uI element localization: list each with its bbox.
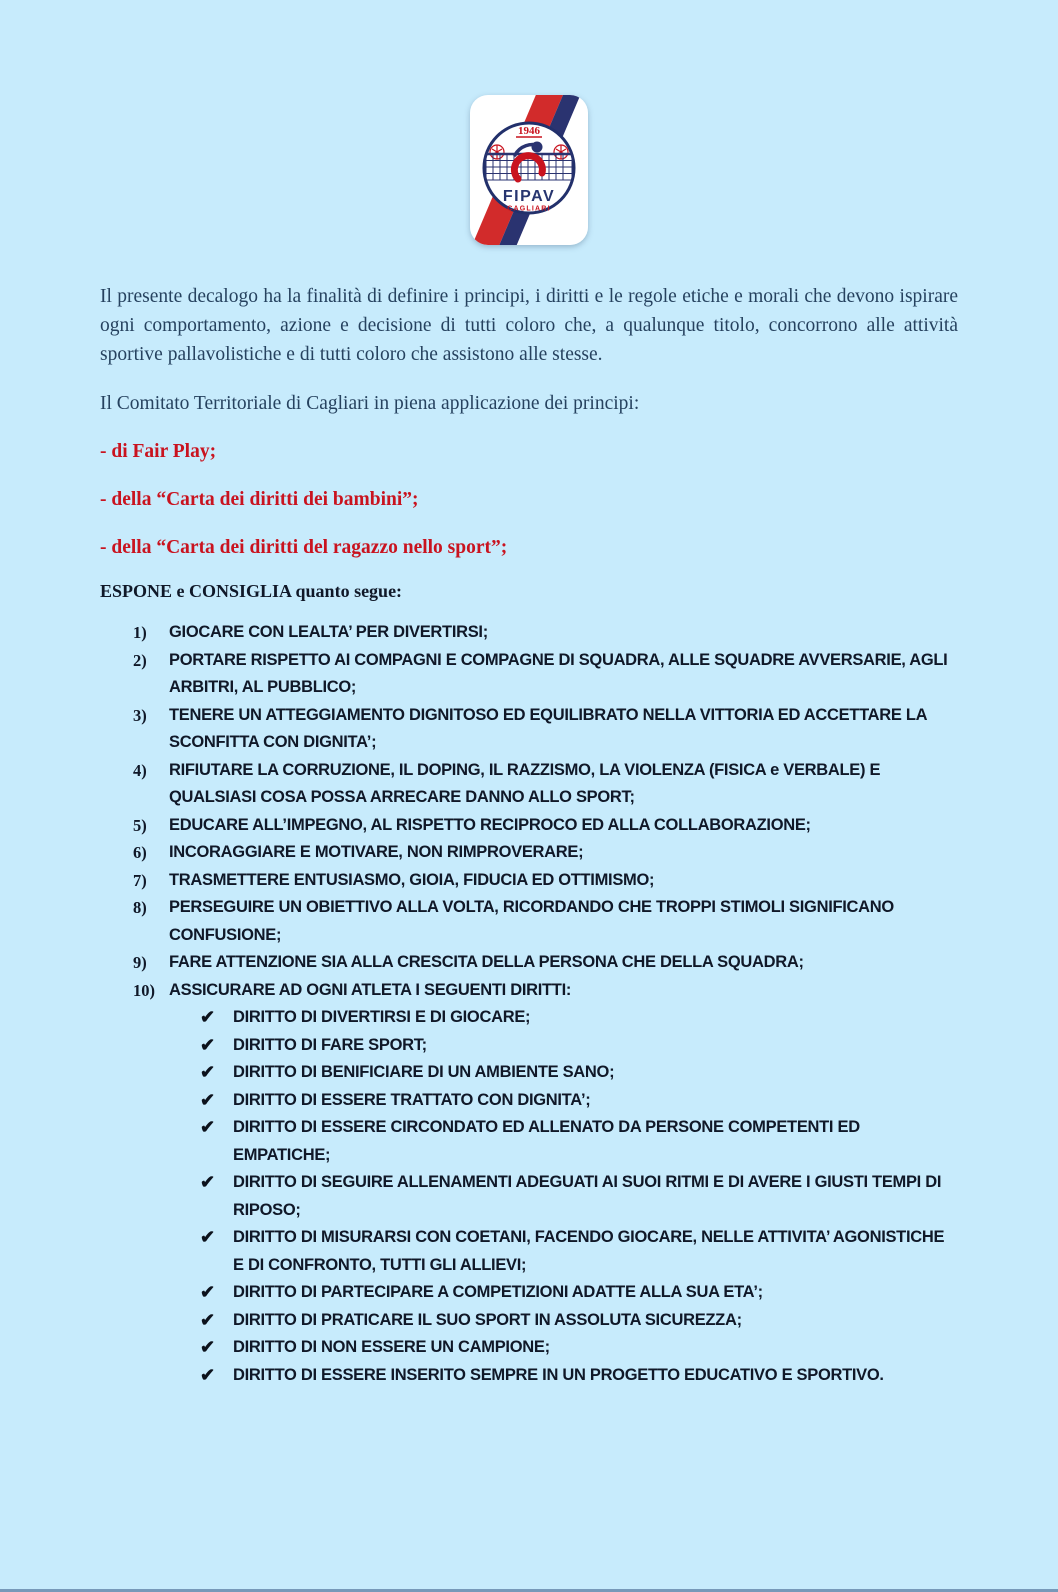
rule-item <box>133 702 961 757</box>
intro-paragraph: Il presente decalogo ha la finalità di definire i principi, i diritti e le regole etiche e morali che devono ispirare ogni comportamento, azione e decisione di tutti coloro che, a qualunque titolo, concorrono alle attività sportive pallavolistiche e di tutti coloro che assistono alle stesse. <box>100 286 958 365</box>
check-icon: ✔ <box>200 1309 216 1330</box>
right-text: DIRITTO DI MISURARSI CON COETANI, FACENDO GIOCARE, NELLE ATTIVITA’ AGONISTICHE E DI CONFRONTO, TUTTI GLI ALLIEVI; <box>233 1228 945 1274</box>
principle-line: - della “Carta dei diritti del ragazzo nello sport”; <box>100 537 508 558</box>
logo-city-text: CAGLIARI <box>507 205 551 213</box>
rule-item <box>133 647 961 702</box>
right-item <box>200 1279 945 1307</box>
rule-number: 7) <box>133 870 147 890</box>
rule-item <box>133 894 961 949</box>
right-item <box>200 1334 945 1362</box>
document-page <box>0 95 1058 1592</box>
check-icon: ✔ <box>200 1007 216 1027</box>
right-text: DIRITTO DI BENIFICIARE DI UN AMBIENTE SANO; <box>233 1063 615 1081</box>
right-item <box>200 1059 945 1087</box>
right-item <box>200 1032 945 1060</box>
rule-number: 5) <box>133 815 147 835</box>
rule-number: 9) <box>133 953 147 972</box>
rule-number: 2) <box>133 650 147 670</box>
rule-number: 1) <box>133 623 147 642</box>
check-icon: ✔ <box>200 1089 216 1110</box>
rule-item <box>133 977 961 1005</box>
logo-fipav-text: FIPAV <box>502 188 556 205</box>
rule-item <box>133 839 961 867</box>
right-text: DIRITTO DI PARTECIPARE A COMPETIZIONI ADATTE ALLA SUA ETA’; <box>233 1283 763 1301</box>
logo-year-text: 1946 <box>518 125 540 137</box>
right-item <box>200 1114 945 1169</box>
rule-text: ASSICURARE AD OGNI ATLETA I SEGUENTI DIRITTI: <box>169 980 572 999</box>
right-item <box>200 1307 945 1335</box>
right-item <box>200 1004 945 1032</box>
rule-item <box>133 949 961 977</box>
check-icon: ✔ <box>200 1282 216 1302</box>
rule-text: TRASMETTERE ENTUSIASMO, GIOIA, FIDUCIA ED OTTIMISMO; <box>169 870 655 889</box>
rule-number: 3) <box>133 705 147 725</box>
rule-number: 10) <box>133 980 155 1000</box>
fipav-cagliari-logo <box>470 95 588 245</box>
fipav-logo-icon <box>470 95 588 245</box>
document-body <box>0 282 1058 1389</box>
rule-item <box>133 619 961 647</box>
check-icon: ✔ <box>200 1227 216 1247</box>
check-icon: ✔ <box>200 1337 216 1357</box>
rule-number: 4) <box>133 760 147 780</box>
rule-item <box>133 757 961 812</box>
check-icon: ✔ <box>200 1117 216 1137</box>
right-item <box>200 1224 945 1279</box>
rule-number: 6) <box>133 843 147 862</box>
principle-line: - di Fair Play; <box>100 441 217 462</box>
right-text: DIRITTO DI ESSERE CIRCONDATO ED ALLENATO DA PERSONE COMPETENTI ED EMPATICHE; <box>233 1118 860 1164</box>
rights-list <box>200 1004 945 1389</box>
rule-text: PERSEGUIRE UN OBIETTIVO ALLA VOLTA, RICORDANDO CHE TROPPI STIMOLI SIGNIFICANO CONFUSIONE; <box>169 898 894 944</box>
rule-item <box>133 812 961 840</box>
rule-text: TENERE UN ATTEGGIAMENTO DIGNITOSO ED EQUILIBRATO NELLA VITTORIA ED ACCETTARE LA SCONFITTA CON DIGNITA’; <box>169 705 927 751</box>
committee-paragraph: Il Comitato Territoriale di Cagliari in piena applicazione dei principi: <box>100 393 640 414</box>
principle-line: - della “Carta dei diritti dei bambini”; <box>100 489 419 510</box>
rule-text: GIOCARE CON LEALTA’ PER DIVERTIRSI; <box>169 623 488 641</box>
right-item <box>200 1087 945 1115</box>
right-item <box>200 1169 945 1224</box>
rule-text: FARE ATTENZIONE SIA ALLA CRESCITA DELLA PERSONA CHE DELLA SQUADRA; <box>169 953 804 971</box>
rule-number: 8) <box>133 898 147 917</box>
rule-text: PORTARE RISPETTO AI COMPAGNI E COMPAGNE DI SQUADRA, ALLE SQUADRE AVVERSARIE, AGLI ARBITRI, AL PUBBLICO; <box>169 650 948 696</box>
right-text: DIRITTO DI NON ESSERE UN CAMPIONE; <box>233 1338 550 1356</box>
right-text: DIRITTO DI PRATICARE IL SUO SPORT IN ASSOLUTA SICUREZZA; <box>233 1310 742 1329</box>
check-icon: ✔ <box>200 1364 216 1385</box>
right-item <box>200 1362 945 1390</box>
right-text: DIRITTO DI FARE SPORT; <box>233 1035 427 1054</box>
check-icon: ✔ <box>200 1062 216 1082</box>
right-text: DIRITTO DI DIVERTIRSI E DI GIOCARE; <box>233 1008 531 1026</box>
rule-item <box>133 867 961 895</box>
rule-text: INCORAGGIARE E MOTIVARE, NON RIMPROVERARE; <box>169 843 584 861</box>
right-text: DIRITTO DI ESSERE TRATTATO CON DIGNITA’; <box>233 1090 591 1109</box>
rule-text: RIFIUTARE LA CORRUZIONE, IL DOPING, IL RAZZISMO, LA VIOLENZA (FISICA e VERBALE) E QUALSIASI COSA POSSA ARRECARE DANNO ALLO SPORT; <box>169 760 881 806</box>
right-text: DIRITTO DI SEGUIRE ALLENAMENTI ADEGUATI AI SUOI RITMI E DI AVERE I GIUSTI TEMPI DI RIPOSO; <box>233 1173 942 1219</box>
right-text: DIRITTO DI ESSERE INSERITO SEMPRE IN UN PROGETTO EDUCATIVO E SPORTIVO. <box>233 1365 884 1384</box>
rule-text: EDUCARE ALL’IMPEGNO, AL RISPETTO RECIPROCO ED ALLA COLLABORAZIONE; <box>169 815 811 834</box>
check-icon: ✔ <box>200 1172 216 1192</box>
principles-list <box>100 437 958 562</box>
espone-heading: ESPONE e CONSIGLIA quanto segue: <box>100 581 403 601</box>
check-icon: ✔ <box>200 1034 216 1055</box>
rules-list <box>133 619 961 1004</box>
